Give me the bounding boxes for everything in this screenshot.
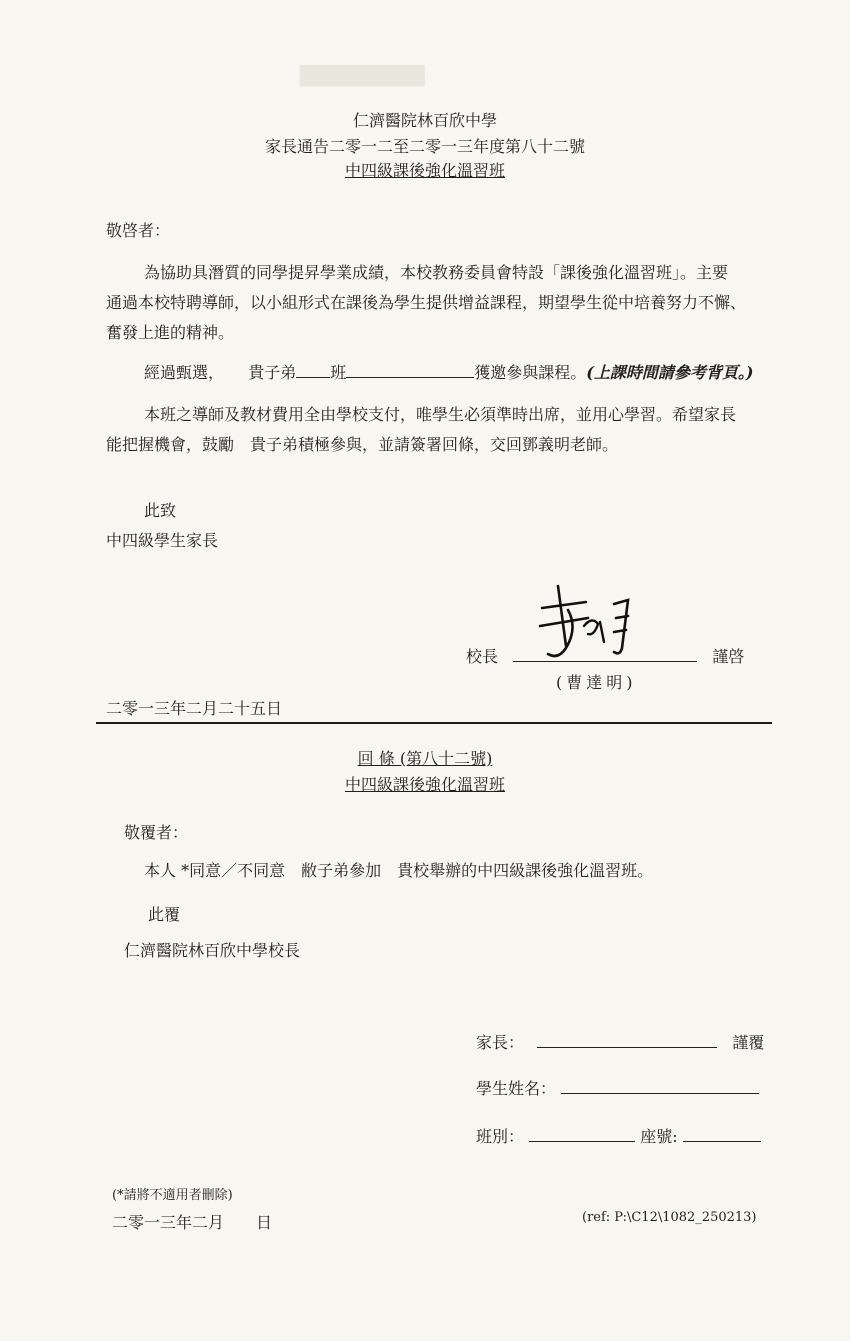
- reply-salutation: 敬覆者：: [124, 823, 189, 842]
- reply-title: [0, 746, 850, 769]
- reply-closing: 此覆: [148, 905, 181, 924]
- salutation: 敬啓者：: [106, 221, 171, 240]
- notice-subject: [0, 158, 850, 181]
- reference-code: (ref: P:\C12\1082_250213): [582, 1210, 757, 1225]
- parent-signature-blank[interactable]: [537, 1033, 717, 1048]
- parent-field: [476, 1030, 764, 1053]
- selection-line: [144, 360, 753, 383]
- principal-sign-blank: [513, 647, 697, 662]
- principal-label: 校長: [466, 647, 499, 666]
- principal-signature-line: [466, 644, 744, 667]
- class-input-blank[interactable]: [529, 1127, 635, 1142]
- reply-subject-text: 中四級課後強化溫習班: [344, 775, 505, 794]
- principal-name: (曹達明): [556, 673, 637, 692]
- recipient: 中四級學生家長: [106, 531, 219, 550]
- para3-line1: 本班之導師及教材費用全由學校支付，唯學生必須準時出席，並用心學習。希望家長: [144, 405, 737, 424]
- notice-subject-text: 中四級課後強化溫習班: [344, 161, 505, 180]
- para1-line1: 為協助具潛質的同學提昇學業成績，本校教務委員會特設「課後強化溫習班」。主要: [144, 263, 729, 282]
- reply-statement: 本人 *同意／不同意 敝子弟參加 貴校舉辦的中四級課後強化溫習班。: [144, 861, 654, 880]
- parent-sign-word: 謹覆: [732, 1033, 765, 1052]
- selection-prefix: 經過甄選，: [144, 363, 225, 382]
- selection-suffix: 獲邀參與課程。: [474, 363, 587, 382]
- para1-line3: 奮發上進的精神。: [106, 323, 235, 342]
- school-name: 仁濟醫院林百欣中學: [352, 111, 497, 130]
- student-name-blank: [346, 363, 474, 378]
- seat-input-blank[interactable]: [683, 1127, 761, 1142]
- reply-title-text: 回 條 (第八十二號): [357, 749, 493, 768]
- class-label: 班別：: [476, 1127, 525, 1146]
- reply-date: 二零一三年二月 日: [112, 1213, 273, 1232]
- para1-line2: 通過本校特聘導師，以小組形式在課後為學生提供增益課程，期望學生從中培養努力不懈、: [106, 293, 747, 312]
- notice-number: 家長通告二零一二至二零一三年度第八十二號: [264, 137, 585, 156]
- class-number-blank: [296, 363, 330, 378]
- student-name-input-blank[interactable]: [561, 1079, 759, 1094]
- student-name-label: 學生姓名：: [476, 1079, 557, 1098]
- closing: 此致: [144, 501, 177, 520]
- schedule-note: (上課時間請參考背頁。): [586, 363, 754, 382]
- tear-off-divider: [96, 722, 772, 724]
- reply-subject: [0, 772, 850, 795]
- class-seat-field: [476, 1124, 761, 1147]
- reply-recipient: 仁濟醫院林百欣中學校長: [124, 941, 301, 960]
- parent-label: 家長：: [476, 1033, 525, 1052]
- footnote: (*請將不適用者刪除): [112, 1188, 233, 1203]
- selection-class-word: 班: [330, 363, 347, 382]
- principal-sign-word: 謹啓: [712, 647, 745, 666]
- seat-label: 座號:: [640, 1127, 678, 1146]
- para3-line2: 能把握機會，鼓勵 貴子弟積極參與，並請簽署回條，交回鄧義明老師。: [106, 435, 619, 454]
- notice-date: 二零一三年二月二十五日: [106, 699, 283, 718]
- selection-child: 貴子弟: [248, 363, 297, 382]
- student-name-field: [476, 1076, 759, 1099]
- show-through-ghost: █████████: [300, 66, 425, 87]
